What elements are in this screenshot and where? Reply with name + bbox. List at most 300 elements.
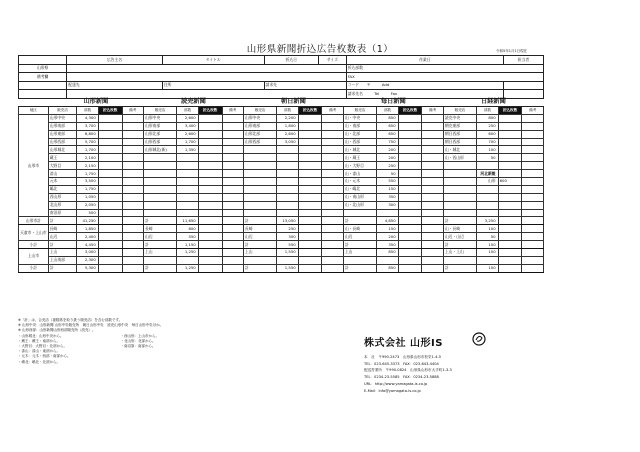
note-cell [322, 138, 343, 146]
note-cell [422, 193, 443, 201]
note-line: ・蔵王：蔵王・南部から。 [18, 338, 60, 343]
count-cell: 2,600 [277, 130, 298, 138]
note-cell [322, 178, 343, 186]
count-cell: 50 [377, 170, 398, 178]
fold-cell [298, 264, 322, 272]
note-cell [122, 146, 143, 154]
count-cell: 3,050 [277, 138, 298, 146]
subtotal-mark: 計 [443, 264, 476, 272]
shop-cell: 山・漆山 [343, 170, 376, 178]
hdr-code: コード 〒 Add [346, 81, 503, 90]
shop-cell [443, 162, 476, 170]
shop-cell: 大野目 [48, 162, 77, 170]
fold-cell [298, 201, 322, 209]
note-cell [522, 225, 544, 233]
fold-cell [498, 162, 522, 170]
fold-cell [398, 178, 422, 186]
note-cell [222, 138, 243, 146]
count-cell: 河北新報 [477, 170, 498, 178]
count-cell: 300 [377, 201, 398, 209]
fold-cell [398, 201, 422, 209]
note-line: ・元木：元木・西部・南部から。 [18, 354, 71, 359]
shop-cell [143, 170, 176, 178]
note-cell [122, 138, 143, 146]
shop-cell: 山形西部 [48, 138, 77, 146]
count-cell: 3,000 [77, 249, 98, 257]
paper-yomiuri: 読売新聞 [143, 97, 243, 107]
fold-cell [198, 138, 222, 146]
company-name: 株式会社 山形IS [364, 338, 443, 349]
shop-cell: 山辺 [343, 233, 376, 241]
count-cell: 750 [377, 138, 398, 146]
fold-cell [98, 130, 122, 138]
table-row [19, 130, 544, 138]
shop-cell: 山形中央 [48, 114, 77, 122]
fold-cell [98, 217, 122, 225]
count-cell [477, 193, 498, 201]
note-cell [422, 170, 443, 178]
fold-cell [198, 114, 222, 122]
shop-cell: 山・西部 [343, 138, 376, 146]
note-cell [422, 185, 443, 193]
note-cell [322, 225, 343, 233]
fold-cell [198, 193, 222, 201]
count-cell: 550 [177, 233, 198, 241]
fold-cell [198, 201, 222, 209]
count-cell [277, 209, 298, 217]
shop-cell: 山・中央 [343, 114, 376, 122]
note-cell [122, 233, 143, 241]
fold-cell [198, 256, 222, 264]
shop-cell [243, 162, 276, 170]
note-cell [322, 201, 343, 209]
shop-cell: 上山 [243, 249, 276, 257]
fold-cell [98, 233, 122, 241]
fold-cell [498, 138, 522, 146]
shop-cell [443, 170, 476, 178]
fold-cell [398, 114, 422, 122]
count-cell [277, 154, 298, 162]
shop-cell [143, 193, 176, 201]
shop-cell [243, 209, 276, 217]
note-cell [122, 249, 143, 257]
subtotal-mark: 計 [243, 217, 276, 225]
hdr-advertiser: 広告主名 [67, 56, 163, 65]
subtotal-mark: 計 [343, 241, 376, 249]
count-cell: 250 [277, 225, 298, 233]
note-cell [122, 241, 143, 249]
note-cell [522, 193, 544, 201]
count-cell: 2,400 [77, 233, 98, 241]
subtotal-value: 850 [377, 264, 398, 272]
note-cell [422, 154, 443, 162]
shop-cell: 山・南部 [343, 122, 376, 130]
note-cell [522, 209, 544, 217]
count-cell: 150 [377, 185, 398, 193]
shop-cell: 山形城北(新) [143, 146, 176, 154]
shop-cell [143, 256, 176, 264]
note-line: ・南沼原：南部から。 [120, 344, 156, 349]
shop-cell [243, 154, 276, 162]
note-cell [122, 201, 143, 209]
note-cell [422, 209, 443, 217]
subtotal-value: 4,450 [77, 241, 98, 249]
count-cell: 700 [477, 138, 498, 146]
note-cell [522, 185, 544, 193]
note-cell [222, 217, 243, 225]
fold-cell [198, 217, 222, 225]
count-cell [377, 209, 398, 217]
district1-rows [19, 114, 544, 217]
shop-cell: 山・城北 [343, 146, 376, 154]
shop-cell: 朝売東部 [443, 122, 476, 130]
count-cell: 200 [377, 233, 398, 241]
subtotal2-row [19, 241, 544, 249]
fold-cell [298, 249, 322, 257]
subtotal-label: 山形市計 [19, 217, 49, 225]
count-cell: 2,600 [177, 130, 198, 138]
shop-cell [143, 162, 176, 170]
contact-line: E-Mail：info@yamagata-is.co.jp [364, 388, 421, 393]
note-cell [222, 162, 243, 170]
fold-cell [398, 138, 422, 146]
count-cell: 6,800 [77, 130, 98, 138]
count-cell: 650 [377, 130, 398, 138]
fold-cell [498, 256, 522, 264]
note-cell [122, 122, 143, 130]
hdr-count: 折込部数 [346, 64, 543, 73]
advertiser-field[interactable] [67, 64, 346, 73]
table-row [19, 256, 544, 264]
fold-cell [98, 154, 122, 162]
subtotal-value: 350 [377, 241, 398, 249]
shop-cell: 長崎 [48, 225, 77, 233]
fold-cell [198, 130, 222, 138]
note-cell [222, 178, 243, 186]
count-cell: 1,700 [177, 138, 198, 146]
fold-cell [298, 233, 322, 241]
shop-cell: 上山 [343, 249, 376, 257]
fold-cell [398, 146, 422, 154]
subtotal-value: 1,550 [277, 264, 298, 272]
count-cell: 1,750 [77, 170, 98, 178]
shop-cell: 上山・上山 [443, 249, 476, 257]
subtotal-value: 100 [477, 264, 498, 272]
shop-cell: 山・北部 [343, 130, 376, 138]
shop-cell: 山・南山形 [343, 193, 376, 201]
notes-block [18, 318, 348, 365]
note-cell [322, 146, 343, 154]
shop-cell [443, 185, 476, 193]
count-cell [477, 256, 498, 264]
shop-cell: 山辺 [143, 233, 176, 241]
count-cell: 300 [277, 233, 298, 241]
note-line: ※ 山形西部：山形新聞山形西部販売所（読売）。 [18, 328, 96, 333]
fold-cell [498, 233, 522, 241]
fold-cell [198, 178, 222, 186]
fold-cell [198, 185, 222, 193]
fold-cell [298, 146, 322, 154]
count-cell: 200 [377, 154, 398, 162]
fold-cell [198, 249, 222, 257]
shop-cell: 南沼原 [48, 209, 77, 217]
shop-cell [243, 146, 276, 154]
note-cell [522, 162, 544, 170]
hdr-address: 住所 [162, 81, 264, 90]
subtotal-mark: 計 [343, 217, 376, 225]
note-line: ・山形城北：山形中央から。 [18, 333, 64, 338]
shop-cell: 北山形 [48, 201, 77, 209]
table-row [19, 225, 544, 233]
fold-cell [498, 193, 522, 201]
note-cell [522, 201, 544, 209]
count-cell [477, 209, 498, 217]
count-cell: 1,700 [77, 146, 98, 154]
date-label: 令和5年1月1日現在 [496, 49, 528, 53]
fold-cell [398, 256, 422, 264]
note-cell [222, 201, 243, 209]
note-cell [322, 170, 343, 178]
shop-cell: 山形西部 [243, 138, 276, 146]
note-cell [422, 130, 443, 138]
table-row [19, 138, 544, 146]
note-cell [422, 122, 443, 130]
shop-cell: 上山南部 [48, 256, 77, 264]
table-row [19, 185, 544, 193]
note-cell [422, 264, 443, 272]
subtotal-mark: 計 [243, 264, 276, 272]
remarks-field[interactable] [67, 73, 346, 82]
subtotal-mark: 計 [143, 241, 176, 249]
count-cell [277, 185, 298, 193]
note-cell [222, 233, 243, 241]
fold-cell [198, 146, 222, 154]
count-cell: 1,850 [77, 225, 98, 233]
note-cell [522, 256, 544, 264]
fold-cell [398, 185, 422, 193]
count-cell: 2,150 [77, 162, 98, 170]
fold-cell [498, 249, 522, 257]
fold-cell [198, 241, 222, 249]
note-cell [222, 241, 243, 249]
shop-cell: 山・長崎 [443, 225, 476, 233]
note-cell [422, 178, 443, 186]
count-cell: 1,050 [77, 193, 98, 201]
note-cell [322, 193, 343, 201]
note-cell [322, 122, 343, 130]
insert-count-table [18, 97, 544, 273]
note-cell [522, 146, 544, 154]
column-header-row: 地区 販売店 部数 折込枚数 備考 販売店 部数 折込枚数 備考 販売店 部数 折込枚数 備考 販売店 部数 折込枚数 備考 販売店 部数 折込枚数 備考 [19, 107, 544, 115]
shop-cell: 長崎 [243, 225, 276, 233]
count-cell: 350 [377, 193, 398, 201]
shop-cell [443, 193, 476, 201]
shop-cell: 西山形 [48, 193, 77, 201]
shop-cell: 山形北部 [243, 130, 276, 138]
shop-cell: 山・北山形 [343, 201, 376, 209]
note-cell [222, 225, 243, 233]
paper-nikkei: 日経新聞 [443, 97, 543, 107]
note-cell [122, 162, 143, 170]
hdr-delivery: 配達先 [67, 81, 163, 90]
count-cell: 1,550 [277, 249, 298, 257]
shop-cell: 山形南部 [143, 122, 176, 130]
subtotal-mark: 計 [143, 264, 176, 272]
shop-cell [143, 178, 176, 186]
count-cell: 50 [477, 154, 498, 162]
count-cell [277, 162, 298, 170]
subtotal-mark: 計 [443, 241, 476, 249]
note-cell [122, 170, 143, 178]
shop-cell: 山形南部 [243, 122, 276, 130]
count-cell: 2,300 [77, 256, 98, 264]
fold-cell [98, 170, 122, 178]
note-cell [522, 217, 544, 225]
subtotal-mark: 計 [243, 241, 276, 249]
fold-cell [298, 217, 322, 225]
shop-cell [243, 178, 276, 186]
count-cell: 550 [377, 178, 398, 186]
note-cell [422, 241, 443, 249]
shop-cell: 山・元木 [343, 178, 376, 186]
count-cell [277, 256, 298, 264]
note-cell [322, 217, 343, 225]
note-cell [122, 264, 143, 272]
count-cell: 200 [377, 146, 398, 154]
shop-cell [143, 185, 176, 193]
shop-cell: 読売中央 [443, 114, 476, 122]
contact-block [364, 354, 452, 394]
count-cell: 1,750 [77, 185, 98, 193]
fold-cell [498, 185, 522, 193]
fold-cell [298, 154, 322, 162]
note-line: ・漆山：漆山・東部から。 [18, 349, 60, 354]
note-cell [322, 154, 343, 162]
fold-cell [98, 249, 122, 257]
shop-cell: 山形城北 [48, 146, 77, 154]
note-cell [422, 138, 443, 146]
subtotal-value: 4,850 [377, 217, 398, 225]
note-cell [522, 114, 544, 122]
count-cell [177, 170, 198, 178]
shop-cell [243, 185, 276, 193]
note-cell [322, 114, 343, 122]
fold-cell [98, 146, 122, 154]
shop-cell: 漆山 [48, 170, 77, 178]
fold-cell [398, 154, 422, 162]
count-cell: 600 [477, 130, 498, 138]
shop-cell [143, 154, 176, 162]
table-row [19, 170, 544, 178]
note-cell [422, 256, 443, 264]
count-cell: 250 [377, 162, 398, 170]
page-title: 山形県新聞折込広告枚数表（1） [246, 44, 394, 55]
note-cell [222, 122, 243, 130]
shop-cell: 山形中央 [243, 114, 276, 122]
hdr-fax: FAX [346, 73, 543, 82]
shop-cell: 山辺 [48, 233, 77, 241]
table-row [19, 162, 544, 170]
count-cell [277, 170, 298, 178]
note-cell [222, 193, 243, 201]
shop-cell: 山・蔵王 [343, 154, 376, 162]
note-cell [322, 185, 343, 193]
fold-cell [398, 233, 422, 241]
shop-cell: 山形南部 [48, 122, 77, 130]
count-cell: 2,050 [77, 201, 98, 209]
fold-cell [498, 122, 522, 130]
paper-asahi: 朝日新聞 [243, 97, 343, 107]
fold-cell [98, 178, 122, 186]
note-cell [122, 185, 143, 193]
fold-cell [98, 241, 122, 249]
note-cell [522, 130, 544, 138]
fold-cell [298, 193, 322, 201]
note-cell [222, 146, 243, 154]
fold-cell [298, 162, 322, 170]
count-cell [477, 201, 498, 209]
note-cell [122, 154, 143, 162]
note-cell [422, 249, 443, 257]
note-cell [222, 185, 243, 193]
fold-cell [498, 130, 522, 138]
count-cell: 650 [377, 122, 398, 130]
fold-cell [98, 185, 122, 193]
fold-cell [198, 170, 222, 178]
note-cell [122, 256, 143, 264]
count-cell [277, 146, 298, 154]
shop-cell: 山・西山形 [443, 154, 476, 162]
note-line: ・大野目：大野目・北部から。 [18, 344, 67, 349]
fold-cell [298, 241, 322, 249]
note-cell [522, 170, 544, 178]
count-cell: 2,200 [277, 114, 298, 122]
fold-cell [198, 122, 222, 130]
fold-cell [298, 130, 322, 138]
count-cell: 4,300 [77, 114, 98, 122]
note-cell [422, 114, 443, 122]
note-cell [422, 233, 443, 241]
shop-cell: 上山 [48, 249, 77, 257]
note-cell [422, 217, 443, 225]
count-cell: 500 [77, 209, 98, 217]
fold-cell [98, 138, 122, 146]
fold-cell [298, 170, 322, 178]
shop-cell [443, 209, 476, 217]
fold-cell [398, 130, 422, 138]
shop-cell: 朝日西部 [443, 130, 476, 138]
fold-cell [298, 122, 322, 130]
note-cell [322, 130, 343, 138]
note-cell [122, 217, 143, 225]
hdr-staff: 担当者 [503, 56, 543, 65]
note-cell [122, 130, 143, 138]
table-row [19, 178, 544, 186]
count-cell: 50 [477, 233, 498, 241]
fold-cell [398, 162, 422, 170]
note-line: ・北山形：北部から。 [120, 338, 156, 343]
hdr-billing-name: 請求先名 Tel Fax [346, 90, 503, 99]
hdr-billing: 請求先 [264, 81, 346, 90]
contact-line: TEL：023-645-3373 FAX：023-643-4404 [364, 361, 439, 366]
subtotal-value: 550 [277, 241, 298, 249]
shop-cell: 朝日西部 [443, 138, 476, 146]
table-row [19, 233, 544, 241]
shop-cell: 山・城北 [443, 146, 476, 154]
fold-cell: 600 [498, 178, 522, 186]
note-line: ・嶋北：嶋北・北部から。 [18, 359, 60, 364]
fold-cell [498, 146, 522, 154]
